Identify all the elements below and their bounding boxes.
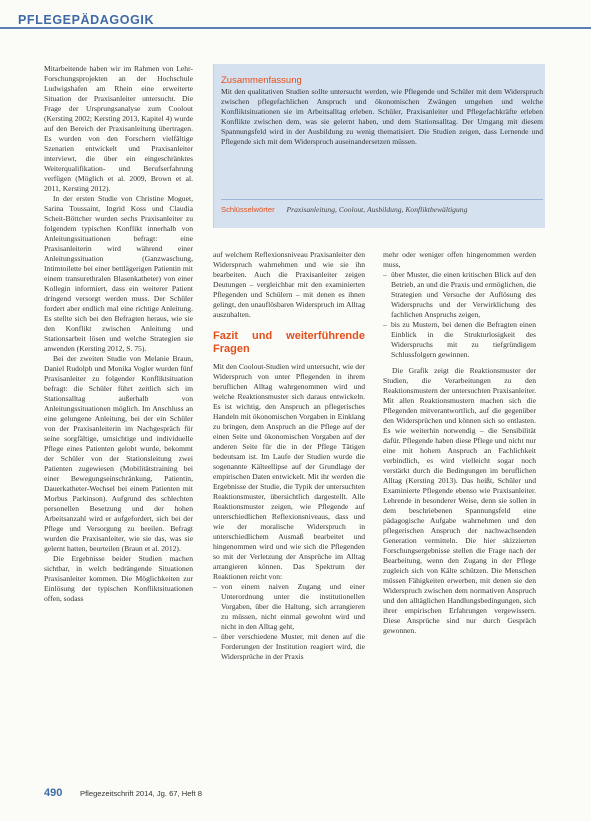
page-number: 490: [44, 787, 63, 799]
section-title: PFLEGEPÄDAGOGIK: [18, 13, 160, 27]
left-column: [44, 64, 193, 604]
subheading: Fazit und weiterführende Fragen: [213, 330, 365, 355]
paragraph: auf welchem Reflexionsniveau Praxisanleiter den Widerspruch wahrnehmen und wie sie ihn bearbeiten. Auch die Praxisanleiter zeigen Deutungen – vergleichbar mit den examinierten Pflegenden und Schülern – mit denen es ihnen gelingt, den unauflösbaren Widerspruch im Alltag auszuhalten.: [213, 250, 365, 319]
list-item: – bis zu Mustern, bei denen die Befragten einen Einblick in die Strukturlosigkeit des Widerspruchs mit zu tiefgründigem Schlussfolgern gewinnen.: [383, 320, 536, 360]
paragraph: Bei der zweiten Studie von Melanie Braun, Daniel Rudolph und Monika Vogler wurden fünf Praxisanleiter zu folgender Konfliktsituation befragt: die Schüler führt zeitlich sich im Stationsalltag außerhalb von Anleitungssituationen möglich. Im Anschluss an eine gelungene Anleitung, bei der ein Schüler von der Praxisanleiterin im Nachgespräch für seine sorgfältige, umsichtige und individuelle Pflege eines Patienten gelobt wurde, bekommt der Schüler von der Stationsleitung zwei Patienten zugewiesen (Mobilitätstraining bei einer Bewegungseinschränkung, Patientin, Dauerkatheter-Wechsel bei einem Patienten mit Morbus Parkinson). Aufgrund des schlechten personellen Besetzung und der hohen Arbeitsanzahl wird er aufgefordert, sich bei der Pflege und Versorgung zu beeilen. Befragt wurden die Praxisanleiter, wie sie das, was sie gelernt hatten, beurteilen (Braun et al. 2012).: [44, 354, 193, 553]
keywords-divider: [221, 199, 543, 200]
header-rule: [0, 27, 591, 29]
page-footer: [44, 787, 544, 803]
keywords-line: [221, 205, 543, 215]
list-item: – von einem naiven Zugang und einer Unterordnung unter die institutionellen Vorgaben, über die Haltung, sich arrangieren zu müssen, nicht einmal gewohnt wird und nicht in den Alltag geht,: [213, 582, 365, 632]
summary-title: Zusammenfassung: [221, 75, 302, 86]
paragraph: Mitarbeitende haben wir im Rahmen von Lehr-Forschungsprojekten an der Hochschule Ludwigshafen am Rhein eine erweiterte Situation der Praxisanleiter untersucht. Die Frage der Ursprungsanalyse zum Coolout (Kersting 2002; Kersting 2013, Kapitel 4) wurde auf den Bereich der Praxisanleitung übertragen. Es wurden von den Forschern vielfältige Szenarien entwickelt und Praxisanleiter interviewt, die über ein eingeschränktes Weiterqualifikation- und Berufserfahrung verfügen (Möglich et al. 2009, Brown et al. 2011, Kersting 2012).: [44, 64, 193, 193]
paragraph: Mit den Coolout-Studien wird untersucht, wie der Widerspruch von unter Pflegenden in ihrem beruflichen Alltag wahrgenommen wird und welche Reaktionsmuster sich daraus entwickeln. Es ist wichtig, den Anspruch an pflegerisches Handeln mit ökonomischen Vorgaben in Einklang zu bringen, dem Anspruch an die Pflege auf der einen Seite und ökonomischen Vorgaben auf der anderen Seite für die in der Pflege Tätigen bedeutsam ist. Im Laufe der Studien wurde die sogenannte Kälteellipse auf der Grundlage der empirischen Daten entwickelt. Mit ihr werden die Ergebnisse der Studie, die Typik der untersuchten Reaktionsmuster, übersichtlich dargestellt. Alle Reaktionsmuster zeigen, wie Pflegende auf unterschiedlichen Reflexionsniveaus, dass und wie der moralische Widerspruch in unterschiedlichem Ausmaß bearbeitet und hingenommen wird und wie sich die Pflegenden so mit der Verletzung der Ansprüche im Alltag arrangieren können. Das Spektrum der Reaktionen reicht von:: [213, 362, 365, 581]
middle-column: [213, 250, 365, 662]
journal-citation: Pflegezeitschrift 2014, Jg. 67, Heft 8: [80, 789, 202, 798]
bullet-list: [383, 270, 536, 360]
list-item: – über verschiedene Muster, mit denen auf die Forderungen der Institution reagiert wird, die Widersprüche in der Praxis: [213, 632, 365, 662]
summary-box: [213, 64, 545, 228]
page-header: [0, 0, 591, 36]
summary-text: Mit den qualitativen Studien sollte untersucht werden, wie Pflegende und Schüler mit dem Widerspruch zwischen pflegefachlichen Anspruch und ökonomischen Zwängen umgehen und welche Konfliktsituationen sie im Arbeitsalltag erleben. Schüler, Praxisanleiter und Pflegefachkräfte erleben Konflikte zwischen dem, was sie gelernt haben, und dem Stationsalltag. Der Umgang mit diesem Spannungsfeld wird in der Ausbildung zu wenig thematisiert. Die Studien zeigen, dass Lernende und Pflegende sich mit dem Widerspruch auseinandersetzen müssen.: [221, 87, 543, 147]
paragraph: Die Grafik zeigt die Reaktionsmuster der Studien, die Verarbeitungen zu den Reaktionsmustern der untersuchten Praxisanleiter. Mit allen Reaktionsmustern machen sich die Pflegenden mitverantwortlich, auf die gegenüber den Widersprüchen und können sich so entlasten. Es wie weiterhin notwendig – die Sensibilität dafür. Pflegende haben diese Pflege und nicht nur eine mit hohem Anspruch an Fachlichkeit verbindlich, es wird vielleicht sogar noch verstärkt durch die Bedingungen im beruflichen Alltag (Kersting 2013). Das heißt, Schüler und Examinierte Pflegende ebenso wie Praxisanleiter. Lehrende in besonderer Weise, denn sie sollen in dem beschriebenen Spannungsfeld eine pädagogische Aufgabe wahrnehmen und den pflegerischen Anspruch der nachwachsenden Generation vermitteln. Die hier skizzierten Forschungsergebnisse stellen die Frage nach der Bearbeitung, wenn den Zugang in der Pflege zugleich sich von Kälte schützen. Die Menschen müssen Fähigkeiten erwerben, mit denen sie den Widerspruch zwischen dem normativen Anspruch und den alltäglichen Handlungsbedingungen, sich ihrer empirischen Erfahrungen vergewissern. Diese Ansprüche sind nur durch Gespräch gewonnen.: [383, 366, 536, 635]
list-item: – über Muster, die einen kritischen Blick auf den Betrieb, an und die Praxis und ermöglichen, die Strategien und Versuche der Auflösung des Widerspruchs und der Verwirklichung des fachlichen Anspruchs zeigen,: [383, 270, 536, 320]
keywords-text: Praxisanleitung, Coolout, Ausbildung, Konfliktbewältigung: [286, 205, 468, 214]
paragraph: mehr oder weniger offen hingenommen werden muss,: [383, 250, 536, 269]
paragraph: In der ersten Studie von Christine Moguet, Sarina Toussaint, Ingrid Koss und Claudia Scheit-Böttcher wurden sechs Praxisanleiter zu folgendem typischen Konflikt innerhalb von Anleitungssituationen befragt: eine Praxisanleiterin wird während einer Anleitungssituation (Ganzwaschung, Intimtoilette bei einer bettlägerigen Patientin mit einem transurethralen Blasenkatheter) von einer Kollegin informiert, dass ein weiterer Patient dringend versorgt werden muss. Der Schüler fordert aber endlich mal eine richtige Anleitung. Es stellte sich bei den Befragten heraus, wie sie den Konflikt zwischen Anleitung und Stationsarbeit lösen und welche Strategien sie anwenden (Kersting 2012, S. 75).: [44, 194, 193, 353]
keywords-label: Schlüsselwörter: [221, 205, 275, 214]
bullet-list: [213, 582, 365, 662]
right-column: [383, 250, 536, 636]
paragraph: Die Ergebnisse beider Studien machen sichtbar, in welch bedrängende Situationen Praxisanleiter kommen. Die Möglichkeiten zur Einlösung der typischen Konfliktsituationen offen, sodass: [44, 554, 193, 603]
